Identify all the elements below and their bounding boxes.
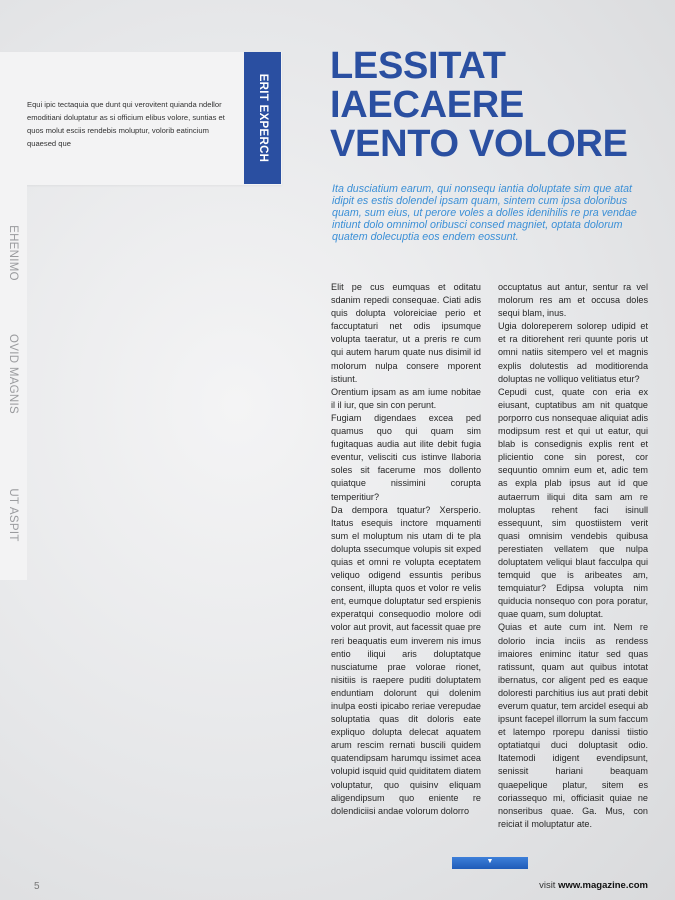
headline bbox=[330, 47, 660, 164]
side-tab-2[interactable]: OVID MAGNIS bbox=[7, 334, 19, 414]
headline-line: LESSITAT bbox=[330, 45, 506, 87]
intro-text: Equi ipic tectaquia que dunt qui verovitent quianda ndellor emoditiani doluptatur as si officium elibus volore, suntias et quos molut esciis rendebis moluptur, volorib eatincium quaesed que bbox=[27, 100, 225, 148]
page-number: 5 bbox=[34, 881, 40, 892]
side-tab-1[interactable]: EHENIMO bbox=[7, 225, 19, 281]
caret-down-icon: ▼ bbox=[486, 858, 494, 865]
footer-link[interactable] bbox=[539, 880, 648, 891]
paragraph: Ugia doloreperem solorep udipid et et ra ditiorehent reri quunte poris ut omni natiis sitempero vel et magnis explis dolutestis ad moditiorenda doluptas ne volliquo velitiatus etur? bbox=[498, 321, 648, 384]
paragraph: Fugiam digendaes excea ped quamus quo qui quam sim fugitaquas audia aut ilite debit fugia eventur, velisciti cus istinve llaboria soles sit facerume mos dollento quiatque nissimini corupta temperitiur? bbox=[331, 412, 481, 502]
footer-site: www.magazine.com bbox=[558, 880, 648, 891]
headline-line: VENTO VOLORE bbox=[330, 123, 628, 165]
paragraph: Quias et aute cum int. Nem re dolorio incia inciis as rendess imaiores eniminc itatur sed quas ratissunt, quam aut quibus intotat ibernatus, cor aligent ped es eaque doloresti parchitius ius aut prati debit everum quatur, tem arcidel esequi ab ipsunt facepel illorrum la sum faccum et latempo rporepu danissi tiistio optatiatqui duci doluptasit odio. Itatemodi idigent evendipsunt, senissit hariani beaquam quaepelique platur, sitem es coriassequo mi, officiasit quiae ne nonseribus quae. Ga. Mus, con reiciat il moluptatur ate. bbox=[498, 622, 648, 829]
paragraph: Elit pe cus eumquas et oditatu sdanim repedi consequae. Ciati adis quis dolupta voloreiciae perio et faccuptaturi net odis ipsumque volupta taeratur, ut a preris re cum qui autem harum quate nus disimil id molorum nulpa consere mporent istiunt. bbox=[331, 282, 481, 384]
paragraph: occuptatus aut antur, sentur ra vel molorum res am et occusa doles sequi blam, inus. bbox=[498, 282, 648, 319]
article-column-left bbox=[331, 281, 481, 818]
article-column-right bbox=[498, 281, 648, 831]
section-tab[interactable] bbox=[244, 52, 281, 184]
scroll-down-button[interactable] bbox=[452, 857, 528, 869]
headline-line: IAECAERE bbox=[330, 84, 524, 126]
section-tab-label: ERIT EXPERCH bbox=[256, 73, 269, 163]
paragraph: Cepudi cust, quate con eria ex eiusant, cuptatibus am nit quatque porporro cus nonsequae aliquiat adis modipsum rest et qui ut eatur, qui blab is consedignis explis rent et plicientio cone sin porest, cor sequuntio omnim eum et, adic tem as expla plab ipsus aut id que autaerrum iliqui dita sam am re moluptas rehent faci isinull essequunt, sim quostiistem verit quasi omnisim vendebis quibusa perestiaten vellatem que nulpa doluptatem veliqui blaut facculpa qui temquid que is aribeates am, temquiatur? Edipsa volupta nim quiducia nonsequo con pora poratur, quae quam, sum doluptat. bbox=[498, 386, 648, 620]
footer-prefix: visit bbox=[539, 880, 559, 891]
side-tab-3[interactable]: UT ASPIT bbox=[7, 488, 19, 542]
paragraph: Da dempora tquatur? Xersperio. Itatus esequis inctore mquamenti sum el moluptum nis utam di te pla dolupta ssecumque volupis sit exped quias et omni re volupta eceptatem veliquo odigend essuntis peribus consent, illupta quos et volor re velis ent, eumque doluptatur sed erspienis experatqui consequodio molore odi volor aut provit, aut facessit quae pre reri beaquatis eum inverem nis imus entio iliqui aris doluptatque nusciatume prae volorae rionet, nisitiis is raepere puditi doluptatem enduntiam dolorunt qui dolenim inulpa eosti ipicabo reriae verepudae soluptatia quas dit doloris eate expliquo dolupta delecat aquatem arum rescim rernati buscili quidem quatendipsam harumqu issimet acea volupid isquid quid quiditatem diatem voluptatur, quo quisinv eliquam aligendipsum quo eniente re dolendiciisi andae volorum dolorro bbox=[331, 504, 481, 816]
subheadline: Ita dusciatium earum, qui nonsequ iantia doluptate sim que atat idipit es estis dolendel ipsam quam, sintem cum ipsa doloribus quam, sum eius, ut perore voles a dolles idenihilis re pra vendae intiunt dolo omnimol oribusci consed magniet, optata dolorum quatem dolecuptia eos endem eossunt. bbox=[332, 183, 637, 243]
side-tab-strip bbox=[0, 185, 27, 580]
paragraph: Orentium ipsam as am iume nobitae il il iur, que sin con perunt. bbox=[331, 386, 481, 410]
